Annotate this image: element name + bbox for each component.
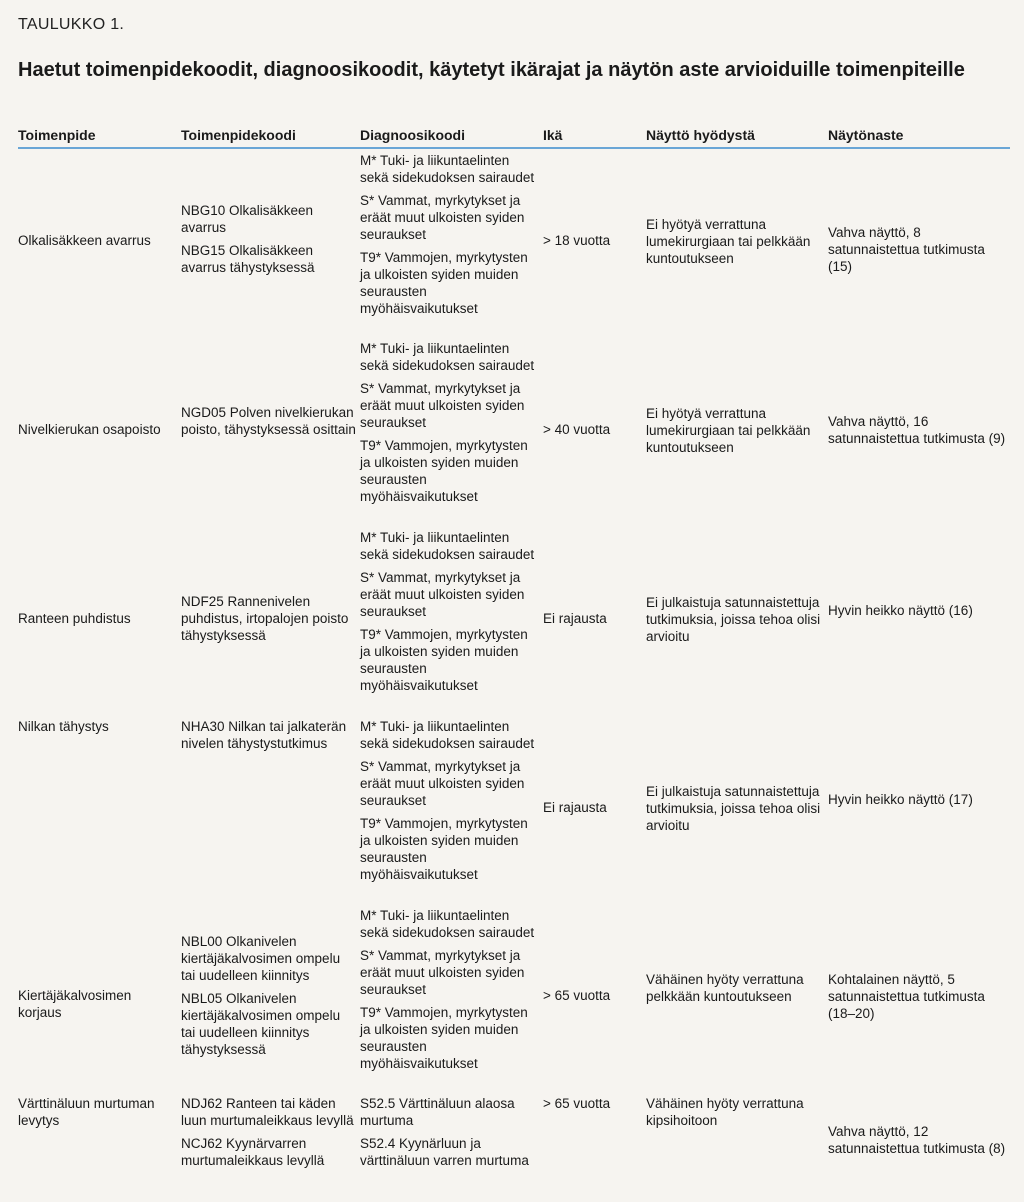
- diagnosis-code: M* Tuki- ja liikuntaelinten sekä sidekudoksen sairaudet: [360, 153, 535, 185]
- procedure-cell: Kiertäjäkalvosimen korjaus: [18, 988, 132, 1020]
- procedure-code: NCJ62 Kyynärvarren murtumaleikkaus levyllä: [181, 1136, 325, 1168]
- diagnosis-code: T9* Vammojen, myrkytysten ja ulkoisten syiden muiden seurausten myöhäisvaikutukset: [360, 1005, 528, 1071]
- procedure-code-cell: [181, 933, 356, 1064]
- procedure-code-cell: [181, 718, 356, 758]
- procedure-code: NDJ62 Ranteen tai käden luun murtumaleikkaus levyllä: [181, 1096, 354, 1128]
- diagnosis-code: T9* Vammojen, myrkytysten ja ulkoisten syiden muiden seurausten myöhäisvaikutukset: [360, 627, 528, 693]
- procedure-cell: Värttinäluun murtuman levytys: [18, 1096, 155, 1128]
- diagnosis-code: T9* Vammojen, myrkytysten ja ulkoisten syiden muiden seurausten myöhäisvaikutukset: [360, 250, 528, 316]
- diagnosis-code: S* Vammat, myrkytykset ja eräät muut ulkoisten syiden seuraukset: [360, 381, 525, 430]
- benefit-cell: Ei julkaistuja satunnaistettuja tutkimuksia, joissa tehoa olisi arvioitu: [646, 784, 821, 833]
- diagnosis-code: S52.4 Kyynärluun ja värttinäluun varren murtuma: [360, 1136, 529, 1168]
- diagnosis-code: T9* Vammojen, myrkytysten ja ulkoisten syiden muiden seurausten myöhäisvaikutukset: [360, 816, 528, 882]
- procedure-cell: Nilkan tähystys: [18, 719, 109, 734]
- age-cell: > 40 vuotta: [543, 422, 611, 437]
- evidence-cell: Vahva näyttö, 16 satunnaistettua tutkimusta (9): [828, 414, 1006, 446]
- procedure-code: NBG10 Olkalisäkkeen avarrus: [181, 203, 314, 235]
- table-row: [18, 716, 1010, 905]
- header-procedure: Toimenpide: [18, 127, 96, 143]
- diagnosis-code-cell: [360, 718, 538, 889]
- diagnosis-code: T9* Vammojen, myrkytysten ja ulkoisten syiden muiden seurausten myöhäisvaikutukset: [360, 438, 528, 504]
- table-row: [18, 527, 1010, 716]
- procedure-code-cell: [181, 404, 356, 444]
- diagnosis-code: M* Tuki- ja liikuntaelinten sekä sidekudoksen sairaudet: [360, 341, 535, 373]
- header-benefit: Näyttö hyödystä: [646, 127, 755, 143]
- table-header-row: [18, 127, 1010, 149]
- diagnosis-code: S* Vammat, myrkytykset ja eräät muut ulkoisten syiden seuraukset: [360, 570, 525, 619]
- procedure-cell: Olkalisäkkeen avarrus: [18, 233, 151, 248]
- procedure-code: NBL00 Olkanivelen kiertäjäkalvosimen ompelu tai uudelleen kiinnitys: [181, 934, 341, 983]
- table-row: [18, 338, 1010, 527]
- procedure-code-cell: [181, 202, 356, 282]
- procedure-code: NDF25 Rannenivelen puhdistus, irtopalojen poisto tähystyksessä: [181, 594, 349, 643]
- diagnosis-code-cell: [360, 152, 538, 323]
- diagnosis-code-cell: [360, 1095, 538, 1175]
- table-label: TAULUKKO 1.: [18, 16, 125, 33]
- table-row: [18, 1093, 1010, 1198]
- evidence-cell: Kohtalainen näyttö, 5 satunnaistettua tutkimusta (18–20): [828, 972, 985, 1021]
- diagnosis-code: M* Tuki- ja liikuntaelinten sekä sidekudoksen sairaudet: [360, 530, 535, 562]
- evidence-cell: Vahva näyttö, 8 satunnaistettua tutkimusta (15): [828, 225, 985, 274]
- diagnosis-code: M* Tuki- ja liikuntaelinten sekä sidekudoksen sairaudet: [360, 908, 535, 940]
- benefit-cell: Vähäinen hyöty verrattuna kipsihoitoon: [646, 1096, 804, 1128]
- procedure-cell: Nivelkierukan osapoisto: [18, 422, 161, 437]
- diagnosis-code-cell: [360, 340, 538, 511]
- benefit-cell: Ei hyötyä verrattuna lumekirurgiaan tai pelkkään kuntoutukseen: [646, 217, 811, 266]
- evidence-cell: Vahva näyttö, 12 satunnaistettua tutkimusta (8): [828, 1124, 1006, 1156]
- benefit-cell: Ei hyötyä verrattuna lumekirurgiaan tai pelkkään kuntoutukseen: [646, 406, 811, 455]
- header-age: Ikä: [543, 127, 563, 143]
- diagnosis-code: M* Tuki- ja liikuntaelinten sekä sidekudoksen sairaudet: [360, 719, 535, 751]
- procedure-code: NHA30 Nilkan tai jalkaterän nivelen tähystystutkimus: [181, 719, 347, 751]
- table-row: [18, 905, 1010, 1093]
- diagnosis-code: S* Vammat, myrkytykset ja eräät muut ulkoisten syiden seuraukset: [360, 948, 525, 997]
- procedure-code-cell: [181, 1095, 356, 1175]
- evidence-cell: Hyvin heikko näyttö (16): [828, 603, 973, 618]
- diagnosis-code-cell: [360, 907, 538, 1078]
- diagnosis-code: S* Vammat, myrkytykset ja eräät muut ulkoisten syiden seuraukset: [360, 759, 525, 808]
- age-cell: Ei rajausta: [543, 800, 607, 815]
- diagnosis-code: S52.5 Värttinäluun alaosa murtuma: [360, 1096, 515, 1128]
- age-cell: > 18 vuotta: [543, 233, 611, 248]
- diagnosis-code: S* Vammat, myrkytykset ja eräät muut ulkoisten syiden seuraukset: [360, 193, 525, 242]
- age-cell: > 65 vuotta: [543, 988, 611, 1003]
- header-evidence: Näytönaste: [828, 127, 904, 143]
- benefit-cell: Ei julkaistuja satunnaistettuja tutkimuksia, joissa tehoa olisi arvioitu: [646, 595, 821, 644]
- header-diagnosis-code: Diagnoosikoodi: [360, 127, 465, 143]
- age-cell: > 65 vuotta: [543, 1096, 611, 1111]
- benefit-cell: Vähäinen hyöty verrattuna pelkkään kuntoutukseen: [646, 972, 804, 1004]
- procedure-code-cell: [181, 593, 356, 650]
- table-row: [18, 150, 1010, 338]
- diagnosis-code-cell: [360, 529, 538, 700]
- procedure-code: NBG15 Olkalisäkkeen avarrus tähystyksessä: [181, 243, 315, 275]
- evidence-cell: Hyvin heikko näyttö (17): [828, 792, 973, 807]
- header-procedure-code: Toimenpidekoodi: [181, 127, 296, 143]
- table-title: Haetut toimenpidekoodit, diagnoosikoodit, käytetyt ikärajat ja näytön aste arvioiduille toimenpiteille: [18, 59, 965, 81]
- procedure-code: NGD05 Polven nivelkierukan poisto, tähystyksessä osittain: [181, 405, 356, 437]
- procedure-code: NBL05 Olkanivelen kiertäjäkalvosimen ompelu tai uudelleen kiinnitys tähystyksessä: [181, 991, 341, 1057]
- procedure-cell: Ranteen puhdistus: [18, 611, 131, 626]
- age-cell: Ei rajausta: [543, 611, 607, 626]
